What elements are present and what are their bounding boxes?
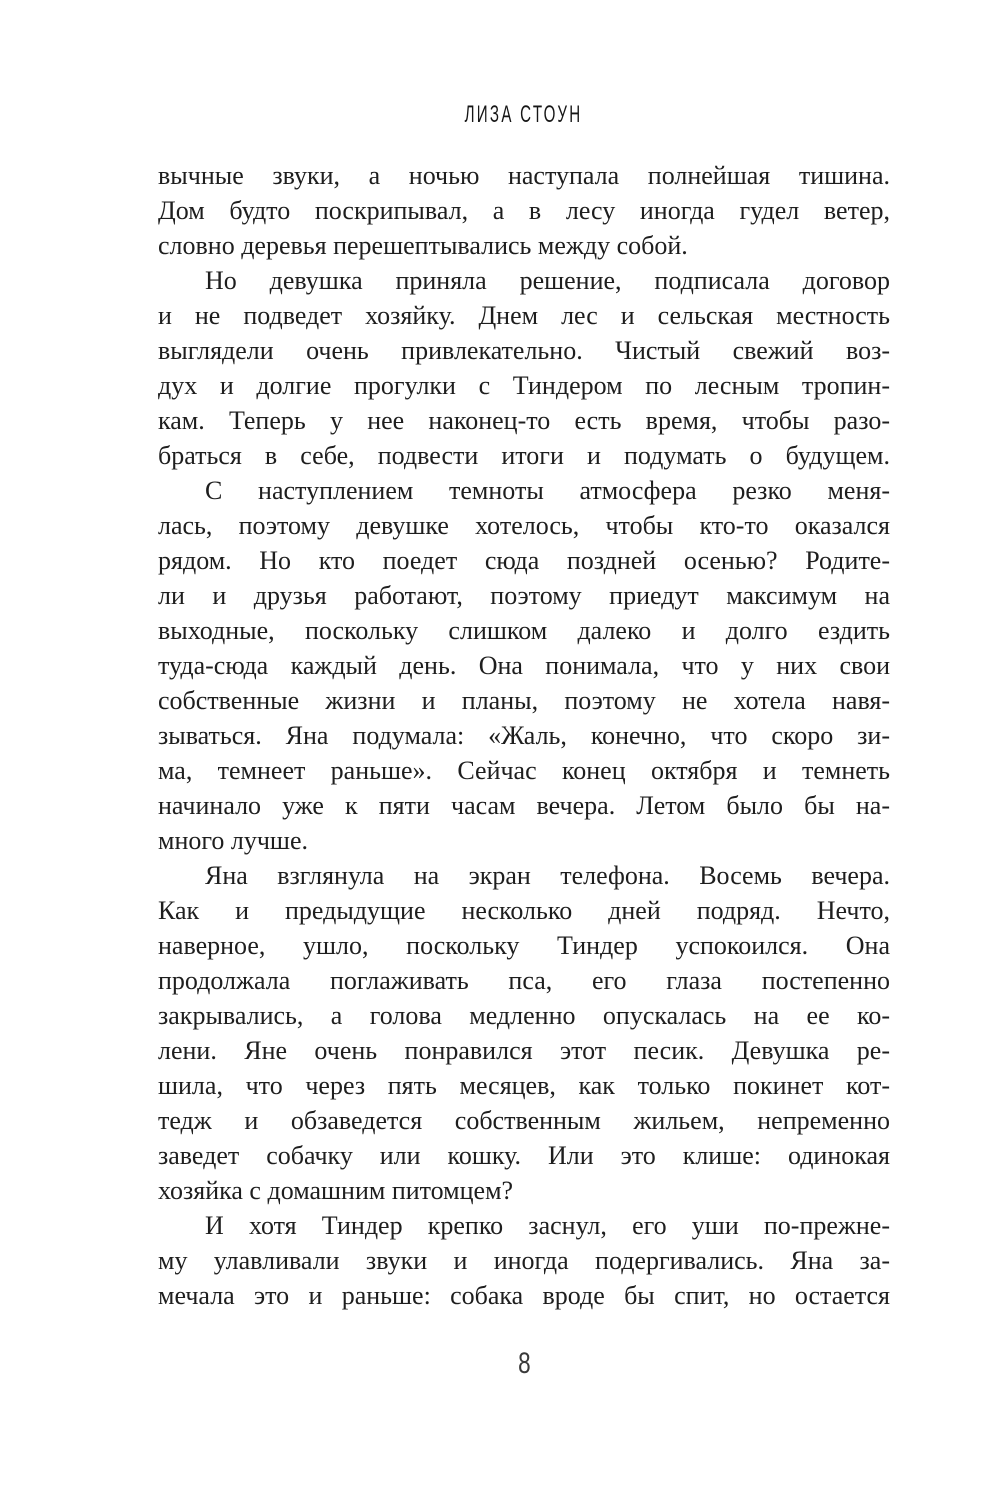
text-line: хозяйка с домашним питомцем? (158, 1176, 514, 1205)
text-line: мечала это и раньше: собака вроде бы спит, но остается (158, 1281, 890, 1310)
text-line: продолжала поглаживать пса, его глаза постепенно (158, 966, 890, 995)
running-header-text: ЛИЗА СТОУН (465, 101, 583, 128)
running-header (158, 101, 890, 129)
page-number (158, 1347, 890, 1381)
text-line: наверное, ушло, поскольку Тиндер успокоился. Она (158, 931, 890, 960)
text-line: Но девушка приняла решение, подписала договор (205, 266, 890, 295)
text-line: кам. Теперь у нее наконец-то есть время, чтобы разо- (158, 406, 890, 435)
text-line: тедж и обзаведется собственным жильем, непременно (158, 1106, 890, 1135)
text-line: браться в себе, подвести итоги и подумать о будущем. (158, 441, 890, 470)
text-line: и не подведет хозяйку. Днем лес и сельская местность (158, 301, 890, 330)
text-line: рядом. Но кто поедет сюда поздней осенью? Родите- (158, 546, 890, 575)
text-line: выглядели очень привлекательно. Чистый свежий воз- (158, 336, 890, 365)
text-line: му улавливали звуки и иногда подергивались. Яна за- (158, 1246, 890, 1275)
text-line: лени. Яне очень понравился этот песик. Девушка ре- (158, 1036, 890, 1065)
text-line: заведет собачку или кошку. Или это клише: одинокая (158, 1141, 890, 1170)
text-line: закрывались, а голова медленно опускалась на ее ко- (158, 1001, 890, 1030)
body-text (158, 158, 890, 1313)
text-line: выходные, поскольку слишком далеко и долго ездить (158, 616, 890, 645)
text-line: Как и предыдущие несколько дней подряд. Нечто, (158, 896, 890, 925)
text-line: лась, поэтому девушке хотелось, чтобы кто-то оказался (158, 511, 890, 540)
text-line: ли и друзья работают, поэтому приедут максимум на (158, 581, 890, 610)
text-line: собственные жизни и планы, поэтому не хотела навя- (158, 686, 890, 715)
text-line: туда-сюда каждый день. Она понимала, что у них свои (158, 651, 890, 680)
text-line: Дом будто поскрипывал, а в лесу иногда гудел ветер, (158, 196, 890, 225)
text-line: зываться. Яна подумала: «Жаль, конечно, что скоро зи- (158, 721, 890, 750)
text-line: вычные звуки, а ночью наступала полнейшая тишина. (158, 161, 890, 190)
text-line: С наступлением темноты атмосфера резко меня- (205, 476, 890, 505)
text-line: И хотя Тиндер крепко заснул, его уши по-прежне- (205, 1211, 890, 1240)
text-line: ма, темнеет раньше». Сейчас конец октября и темнеть (158, 756, 890, 785)
page-number-text: 8 (517, 1347, 531, 1380)
text-line: начинало уже к пяти часам вечера. Летом было бы на- (158, 791, 890, 820)
text-line: дух и долгие прогулки с Тиндером по лесным тропин- (158, 371, 890, 400)
text-line: словно деревья перешептывались между собой. (158, 231, 688, 260)
text-line: шила, что через пять месяцев, как только покинет кот- (158, 1071, 890, 1100)
text-line: Яна взглянула на экран телефона. Восемь вечера. (205, 861, 890, 890)
text-line: много лучше. (158, 826, 308, 855)
